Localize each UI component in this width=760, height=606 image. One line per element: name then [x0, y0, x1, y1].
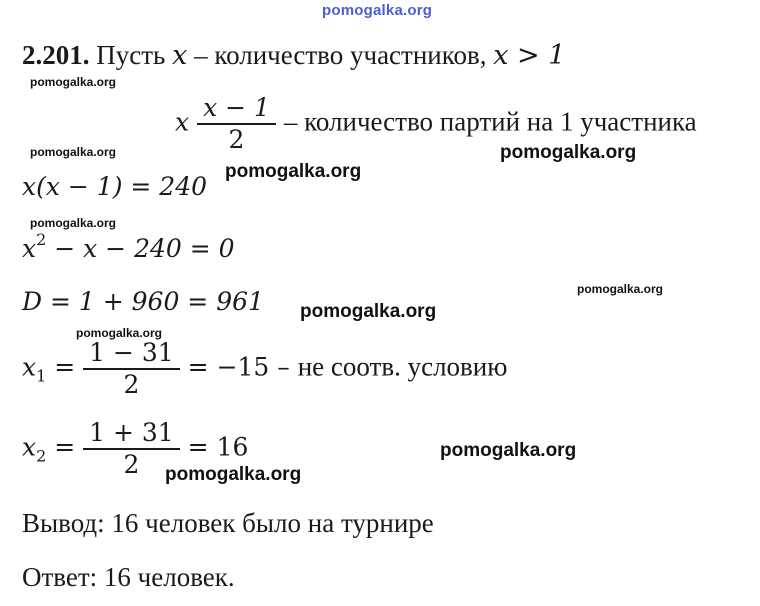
- x2-frac-top: 1 + 31: [83, 418, 180, 450]
- root-x1: $x_1$ = $\frac{1 - 31}{2}$ = −15 – не соотв. условию: [22, 338, 508, 399]
- watermark: pomogalka.org: [76, 326, 163, 340]
- partials-line: [175, 93, 697, 155]
- problem-intro: Пусть: [96, 40, 166, 70]
- x2-sub: 2: [36, 446, 47, 466]
- partials-var: x: [175, 107, 190, 137]
- partials-frac-bot: 2: [228, 125, 245, 154]
- eq2-rest: − x − 240 = 0: [46, 234, 235, 263]
- partials-desc: – количество партий на 1 участника: [283, 106, 697, 137]
- problem-dash-text: – количество участников,: [194, 40, 487, 70]
- x2-frac-bot: 2: [123, 450, 140, 479]
- problem-number: 2.201.: [22, 40, 90, 70]
- problem-condition: x > 1: [493, 40, 566, 71]
- discriminant: D = 1 + 960 = 961: [22, 287, 264, 316]
- watermark: pomogalka.org: [30, 145, 117, 159]
- equation-1: x(x − 1) = 240: [22, 172, 208, 201]
- x1-sub: 1: [36, 366, 47, 386]
- conclusion: Вывод: 16 человек было на турнире: [22, 508, 434, 538]
- problem-statement: [22, 40, 565, 71]
- x1-var: x: [22, 352, 37, 382]
- eq2-base: x: [22, 234, 37, 263]
- x2-var: x: [22, 432, 37, 462]
- watermark: pomogalka.org: [577, 282, 664, 296]
- x2-result: = 16: [187, 432, 249, 462]
- watermark: pomogalka.org: [300, 301, 437, 322]
- watermark: pomogalka.org: [225, 161, 362, 182]
- eq2-exponent: 2: [36, 230, 47, 249]
- x1-result: = −15 –: [187, 352, 290, 382]
- root-x2: $x_2$ = $\frac{1 + 31}{2}$ = 16: [22, 418, 249, 479]
- x1-frac-top: 1 − 31: [83, 338, 180, 370]
- watermark: pomogalka.org: [440, 440, 577, 461]
- watermark: pomogalka.org: [30, 75, 117, 89]
- partials-frac-top: x − 1: [197, 93, 276, 125]
- watermark: pomogalka.org: [165, 464, 302, 485]
- answer: Ответ: 16 человек.: [22, 562, 235, 592]
- x1-note: не соотв. условию: [297, 351, 508, 382]
- partials-fraction: [197, 93, 276, 155]
- x2-fraction: [83, 418, 180, 480]
- x1-fraction: [83, 338, 180, 400]
- watermark-top: pomogalka.org: [322, 2, 433, 19]
- watermark: pomogalka.org: [500, 142, 637, 163]
- x1-frac-bot: 2: [123, 370, 140, 399]
- equation-2: [22, 230, 235, 263]
- problem-var: x: [172, 40, 188, 71]
- watermark: pomogalka.org: [30, 216, 117, 230]
